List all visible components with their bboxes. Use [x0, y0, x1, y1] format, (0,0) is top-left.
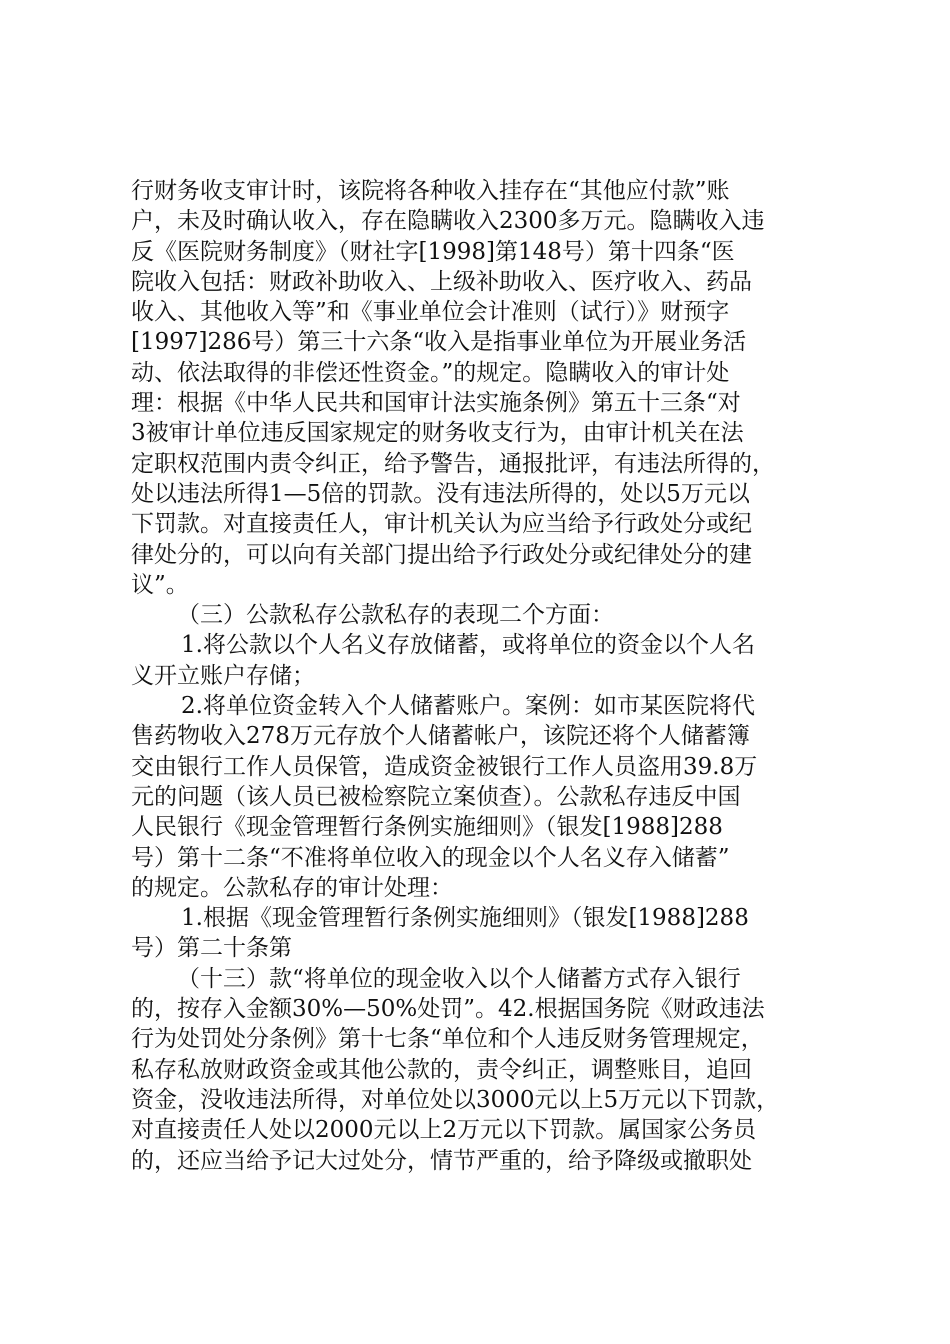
text-line: 议”。 [131, 571, 189, 598]
text-line: 定职权范围内责令纠正，给予警告，通报批评，有违法所得的， [131, 450, 775, 477]
paragraph-start: （十三）款“将单位的现金收入以个人储蓄方式存入银行 [177, 965, 741, 992]
text-line: 3被审计单位违反国家规定的财务收支行为，由审计机关在法 [131, 420, 744, 447]
text-line: 律处分的，可以向有关部门提出给予行政处分或纪律处分的建 [131, 541, 752, 568]
text-line: 户，未及时确认收入，存在隐瞒收入2300多万元。隐瞒收入违 [131, 208, 765, 235]
text-line: 收入、其他收入等”和《事业单位会计准则（试行）》财预字 [131, 299, 730, 326]
text-line: 理：根据《中华人民共和国审计法实施条例》第五十三条“对 [131, 390, 741, 417]
text-line: 人民银行《现金管理暂行条例实施细则》（银发[1988]288 [131, 814, 723, 841]
text-line: 私存私放财政资金或其他公款的，责令纠正，调整账目，追回 [131, 1056, 752, 1083]
list-item-start: 1.将公款以个人名义存放储蓄，或将单位的资金以个人名 [181, 632, 755, 659]
list-item-start: 2.将单位资金转入个人储蓄账户。案例：如市某医院将代 [181, 693, 755, 720]
text-line: 交由银行工作人员保管，造成资金被银行工作人员盗用39.8万 [131, 753, 758, 780]
text-line: 元的问题（该人员已被检察院立案侦查）。公款私存违反中国 [131, 783, 741, 810]
text-line: 资金，没收违法所得，对单位处以3000元以上5万元以下罚款， [131, 1086, 780, 1113]
text-line: 号）第二十条第 [131, 935, 292, 962]
list-item-start: 1.根据《现金管理暂行条例实施细则》（银发[1988]288 [181, 905, 749, 932]
section-heading: （三）公款私存公款私存的表现二个方面： [177, 602, 614, 629]
text-line: 义开立账户存储； [131, 662, 315, 689]
text-line: 号）第十二条“不准将单位收入的现金以个人名义存入储蓄” [131, 844, 730, 871]
text-line: 的，按存入金额30%—50%处罚”。42.根据国务院《财政违法 [131, 996, 765, 1023]
text-line: 处以违法所得1—5倍的罚款。没有违法所得的，处以5万元以 [131, 480, 750, 507]
text-line: 院收入包括：财政补助收入、上级补助收入、医疗收入、药品 [131, 268, 752, 295]
text-line: 行为处罚处分条例》第十七条“单位和个人违反财务管理规定， [131, 1026, 764, 1053]
text-line: 反《医院财务制度》（财社字[1998]第148号）第十四条“医 [131, 238, 735, 265]
text-line: 的，还应当给予记大过处分，情节严重的，给予降级或撤职处 [131, 1147, 752, 1174]
text-line: [1997]286号）第三十六条“收入是指事业单位为开展业务活 [131, 329, 747, 356]
text-line: 动、依法取得的非偿还性资金。”的规定。隐瞒收入的审计处 [131, 359, 730, 386]
text-line: 行财务收支审计时，该院将各种收入挂存在“其他应付款”账 [131, 178, 730, 204]
text-line: 对直接责任人处以2000元以上2万元以下罚款。属国家公务员 [131, 1117, 757, 1144]
text-line: 下罚款。对直接责任人，审计机关认为应当给予行政处分或纪 [131, 511, 752, 538]
document-body [131, 176, 831, 1176]
text-line: 售药物收入278万元存放个人储蓄帐户，该院还将个人储蓄簿 [131, 723, 750, 750]
text-line: 的规定。公款私存的审计处理： [131, 874, 453, 901]
